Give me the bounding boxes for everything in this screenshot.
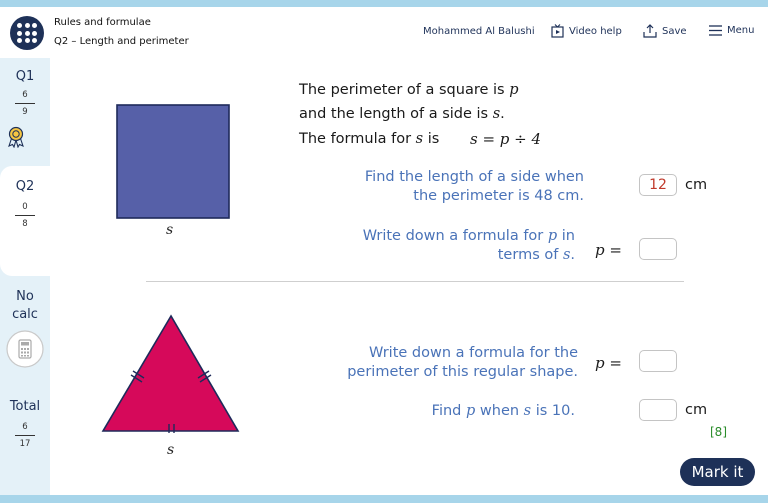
part-d-mid: when — [475, 403, 524, 419]
part-d-suffix: is 10. — [531, 403, 575, 419]
menu-label: Menu — [727, 25, 755, 36]
part-b-line2-text: terms of — [497, 247, 563, 263]
section-divider — [146, 281, 684, 282]
part-d-prompt — [432, 402, 575, 421]
part-c-answer-input[interactable] — [639, 350, 677, 372]
part-b-line1 — [363, 227, 575, 246]
part-d-unit: cm — [685, 402, 708, 418]
part-b-var-s: s — [562, 247, 571, 263]
no-calc-label — [0, 288, 50, 324]
header — [0, 7, 768, 58]
part-c-line2: perimeter of this regular shape. — [347, 364, 578, 380]
total-score-num: 6 — [22, 422, 28, 432]
video-help-label: Video help — [569, 25, 622, 37]
var-s-2: s — [415, 131, 424, 147]
part-b-line2 — [363, 246, 575, 265]
total-label: Total — [9, 399, 41, 414]
var-s: s — [492, 106, 501, 122]
calculator-icon — [6, 330, 44, 372]
no-calc-line1: No — [16, 289, 34, 304]
square-side-label: s — [166, 222, 174, 238]
q1-score-den: 9 — [22, 107, 28, 117]
tab-q1-label: Q1 — [15, 69, 35, 84]
triangle-side-label: s — [167, 442, 175, 458]
square-diagram — [116, 104, 231, 219]
part-a-unit: cm — [685, 177, 708, 193]
part-b-line1-suffix: in — [557, 228, 575, 244]
part-d-text: Find — [431, 403, 466, 419]
intro-line-1 — [299, 78, 519, 102]
top-strip — [0, 0, 768, 7]
sidebar-total — [0, 388, 50, 495]
mark-it-button[interactable]: Mark it — [680, 458, 755, 486]
part-b-lhs: p = — [595, 241, 622, 259]
question-title: Q2 – Length and perimeter — [54, 36, 189, 47]
sidebar-tab-q2[interactable] — [0, 166, 50, 276]
no-calc-line2: calc — [12, 307, 38, 322]
total-score — [0, 422, 50, 449]
save-button[interactable] — [643, 24, 687, 38]
part-c-lhs: p = — [595, 354, 622, 372]
menu-button[interactable] — [709, 25, 754, 36]
q1-score — [0, 90, 50, 117]
user-name-label: Mohammed Al Balushi — [423, 26, 535, 37]
part-c-line1: Write down a formula for the — [369, 345, 578, 361]
sidebar-tab-q1[interactable] — [0, 58, 50, 162]
intro-line-3-mid: is — [423, 131, 440, 147]
tab-q2-label: Q2 — [15, 179, 35, 194]
q2-score — [0, 202, 50, 229]
award-ribbon-icon — [6, 126, 26, 152]
part-a-prompt — [365, 168, 584, 206]
intro-line-1-text: The perimeter of a square is — [299, 82, 510, 98]
part-a-answer-input[interactable]: 12 — [639, 174, 677, 196]
intro-line-3 — [299, 127, 439, 151]
triangle-diagram — [100, 313, 240, 433]
question-sidebar — [0, 58, 50, 495]
q2-score-num: 0 — [22, 202, 28, 212]
bottom-strip — [0, 495, 768, 503]
part-c-prompt — [347, 344, 578, 382]
part-b-line1-text: Write down a formula for — [362, 228, 548, 244]
part-d-answer-input[interactable] — [639, 399, 677, 421]
total-score-den: 17 — [19, 439, 31, 449]
part-b-var-p: p — [547, 228, 558, 244]
intro-line-3-text: The formula for — [299, 131, 416, 147]
intro-line-2-suffix: . — [500, 106, 505, 122]
video-icon — [551, 24, 564, 38]
var-p: p — [509, 82, 519, 98]
user-name — [423, 26, 535, 37]
video-help-button[interactable] — [551, 24, 622, 38]
part-b-line2-suffix: . — [570, 247, 575, 263]
topic-title: Rules and formulae — [54, 17, 151, 28]
part-b-prompt — [363, 227, 575, 265]
total-marks: [8] — [710, 425, 727, 439]
intro-line-2 — [299, 102, 505, 126]
part-b-answer-input[interactable] — [639, 238, 677, 260]
q2-score-den: 8 — [22, 219, 28, 229]
save-label: Save — [662, 25, 687, 37]
sidebar-no-calc — [0, 280, 50, 384]
part-a-line2: the perimeter is 48 cm. — [413, 188, 584, 204]
part-d-var-s: s — [523, 403, 532, 419]
question-panel — [50, 58, 768, 495]
part-d-var-p: p — [465, 403, 476, 419]
apps-grid-icon[interactable] — [10, 16, 44, 50]
q1-score-num: 6 — [22, 90, 28, 100]
part-a-line1: Find the length of a side when — [364, 169, 584, 185]
formula: s = p ÷ 4 — [470, 130, 542, 148]
intro-line-2-text: and the length of a side is — [299, 106, 493, 122]
hamburger-icon — [709, 25, 722, 36]
save-icon — [643, 24, 657, 38]
